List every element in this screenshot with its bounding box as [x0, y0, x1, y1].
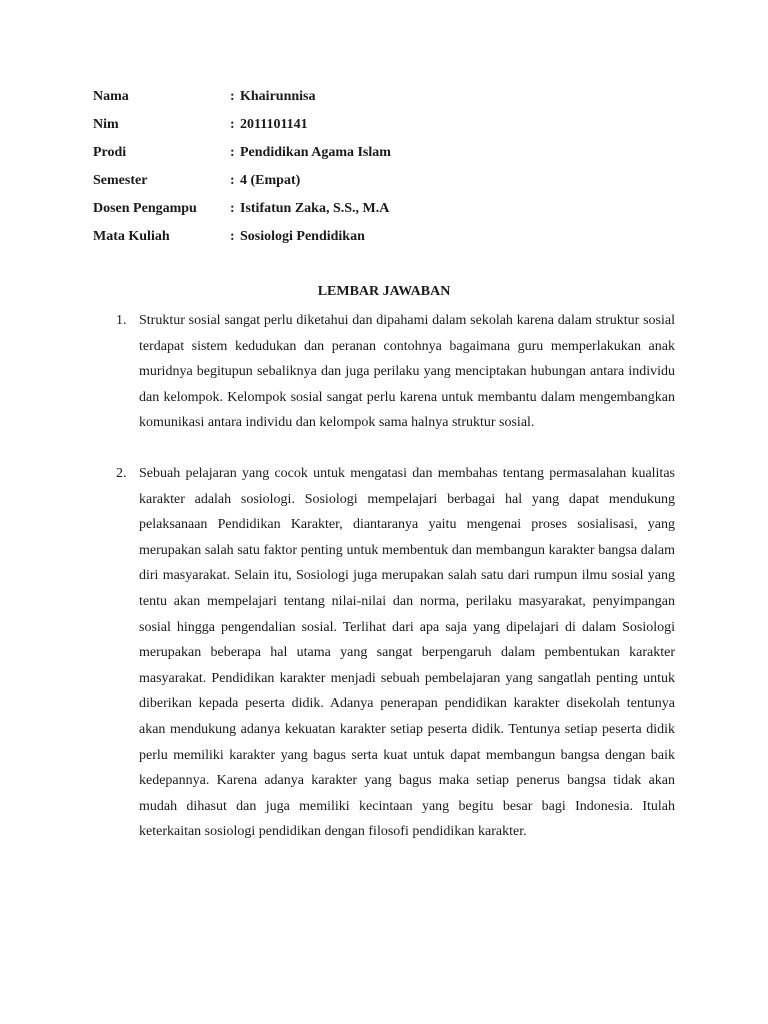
info-value: Khairunnisa — [240, 89, 316, 104]
info-label: Nim — [93, 117, 119, 132]
info-row-semester — [93, 170, 391, 198]
info-separator: : — [230, 145, 235, 160]
student-info-table — [93, 86, 391, 254]
answer-list — [116, 308, 675, 845]
info-row-nim — [93, 114, 391, 142]
info-row-mata-kuliah — [93, 226, 391, 254]
info-separator: : — [230, 229, 235, 244]
answer-item — [116, 461, 675, 845]
info-value: Pendidikan Agama Islam — [240, 145, 391, 160]
answer-text: Struktur sosial sangat perlu diketahui dan dipahami dalam sekolah karena dalam struktur sosial terdapat sistem kedudukan dan peranan contohnya bagaimana guru memperlakukan anak muridnya begitupun sebaliknya dan juga perilaku yang menciptakan hubungan antara individu dan kelompok. Kelompok sosial sangat perlu karena untuk membantu dalam mengembangkan komunikasi antara individu dan kelompok sama halnya struktur sosial. — [139, 313, 675, 431]
info-separator: : — [230, 117, 235, 132]
answer-number: 1. — [116, 313, 127, 328]
answer-number: 2. — [116, 465, 127, 481]
info-value: 4 (Empat) — [240, 173, 301, 188]
info-value: 2011101141 — [240, 117, 308, 132]
info-row-prodi — [93, 142, 391, 170]
info-row-dosen-pengampu — [93, 198, 391, 226]
info-value: Sosiologi Pendidikan — [240, 229, 365, 244]
info-row-nama — [93, 86, 391, 114]
info-value: Istifatun Zaka, S.S., M.A — [240, 201, 390, 216]
info-label: Nama — [93, 89, 129, 104]
info-separator: : — [230, 89, 235, 104]
info-label: Prodi — [93, 145, 127, 160]
info-separator: : — [230, 173, 235, 188]
answer-item — [116, 308, 675, 436]
info-label: Dosen Pengampu — [93, 201, 197, 216]
answer-text: Sebuah pelajaran yang cocok untuk mengatasi dan membahas tentang permasalahan kualitas karakter adalah sosiologi. Sosiologi mempelajari berbagai hal yang dapat mendukung pelaksanaan Pendidikan Karakter, diantaranya yaitu mengenai proses sosialisasi, yang merupakan salah satu faktor penting untuk membentuk dan membangun karakter bangsa dalam diri masyarakat. Selain itu, Sosiologi juga merupakan salah satu dari rumpun ilmu sosial yang tentu akan mempelajari tentang nilai-nilai dan norma, perilaku masyarakat, penyimpangan sosial hingga pengendalian sosial. Terlihat dari apa saja yang dipelajari di dalam Sosiologi merupakan beberapa hal utama yang sangat berpengaruh dalam pembentukan karakter masyarakat. Pendidikan karakter menjadi sebuah pembelajaran yang sangatlah penting untuk diberikan kepada peserta didik. Adanya penerapan pendidikan karakter disekolah tentunya akan mendukung adanya kekuatan karakter setiap peserta didik. Tentunya setiap peserta didik perlu memiliki karakter yang bagus serta kuat untuk dapat membangun bangsa dengan baik kedepannya. Karena adanya karakter yang bagus maka setiap penerus bangsa tidak akan mudah dihasut dan juga memiliki kecintaan yang begitu besar bagi Indonesia. Itulah keterkaitan sosiologi pendidikan dengan filosofi pendidikan karakter. — [139, 465, 675, 840]
info-label: Semester — [93, 173, 148, 188]
section-title: LEMBAR JAWABAN — [317, 284, 451, 299]
info-label: Mata Kuliah — [93, 229, 170, 244]
info-separator: : — [230, 201, 235, 216]
